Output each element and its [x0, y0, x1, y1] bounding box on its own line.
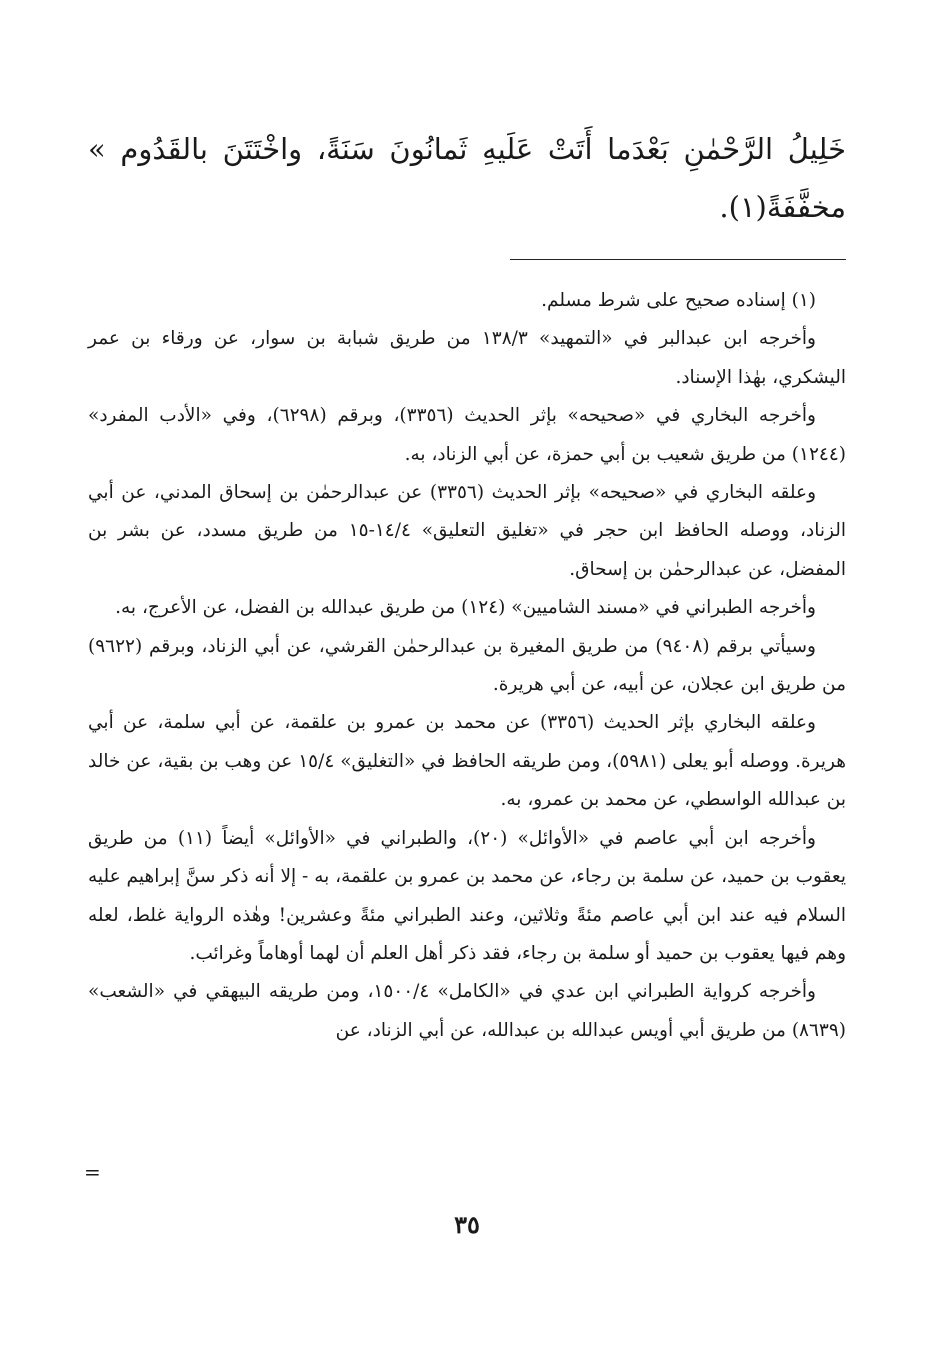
main-text-block — [88, 120, 846, 236]
footnote-paragraph: وأخرجه ابن عبدالبر في «التمهيد» ١٣٨/٣ من طريق شبابة بن سوار، عن ورقاء بن عمر اليشكري، بهٰذا الإسناد. — [88, 328, 846, 388]
footnote-separator — [510, 259, 846, 260]
main-text-paragraph: خَلِيلُ الرَّحْمٰنِ بَعْدَما أَتَتْ عَلَيهِ ثَمانُونَ سَنَةً، واخْتَتَنَ بالقَدُوم » مخفَّفَةً(١). — [88, 132, 846, 224]
footnote-paragraph: وأخرجه الطبراني في «مسند الشاميين» (١٢٤) من طريق عبدالله بن الفضل، عن الأعرج، به. — [115, 597, 816, 619]
footnote-paragraph: وسيأتي برقم (٩٤٠٨) من طريق المغيرة بن عبدالرحمٰن القرشي، عن أبي الزناد، وبرقم (٩٦٢٢) من طريق ابن عجلان، عن أبيه، عن أبي هريرة. — [88, 635, 846, 696]
footnotes-block — [88, 282, 846, 1050]
footnote-paragraph: وأخرجه البخاري في «صحيحه» بإثر الحديث (٣٣٥٦)، وبرقم (٦٢٩٨)، وفي «الأدب المفرد» (١٢٤٤) من طريق شعيب بن أبي حمزة، عن أبي الزناد، به. — [88, 405, 846, 465]
footnote-paragraph: وعلقه البخاري بإثر الحديث (٣٣٥٦) عن محمد بن عمرو بن علقمة، عن أبي سلمة، عن أبي هريرة. ووصله أبو يعلى (٥٩٨١)، ومن طريقه الحافظ في «التغليق» ١٥/٤ عن وهب بن بقية، عن خالد بن عبدالله الواسطي، عن محمد بن عمرو، به. — [88, 712, 846, 811]
footnote-paragraph: وأخرجه ابن أبي عاصم في «الأوائل» (٢٠)، والطبراني في «الأوائل» أيضاً (١١) من طريق يعقوب بن حميد، عن سلمة بن رجاء، عن محمد بن عمرو بن علقمة، به - إلا أنه ذكر سنَّ إبراهيم عليه السلام فيه عند ابن أبي عاصم مئةً وثلاثين، وعند الطبراني مئةً وعشرين! وهٰذه الرواية غلط، لعله وهم فيها يعقوب بن حميد أو سلمة بن رجاء، فقد ذكر أهل العلم أن لهما أوهاماً وغرائب. — [88, 827, 846, 964]
footnote-paragraph: وأخرجه كرواية الطبراني ابن عدي في «الكامل» ١٥٠٠/٤، ومن طريقه البيهقي في «الشعب» (٨٦٣٩) من طريق أبي أويس عبدالله بن عبدالله، عن أبي الزناد، عن — [88, 981, 846, 1041]
continuation-mark: = — [84, 1160, 101, 1184]
page-number: ٣٥ — [454, 1210, 480, 1239]
footnote-paragraph: وعلقه البخاري في «صحيحه» بإثر الحديث (٣٣٥٦) عن عبدالرحمٰن بن إسحاق المدني، عن أبي الزناد، ووصله الحافظ ابن حجر في «تغليق التعليق» ١٤/٤-١٥ من طريق مسدد، عن بشر بن المفضل، عن عبدالرحمٰن بن إسحاق. — [88, 482, 846, 580]
footnote-paragraph: (١) إسناده صحيح على شرط مسلم. — [541, 290, 816, 311]
